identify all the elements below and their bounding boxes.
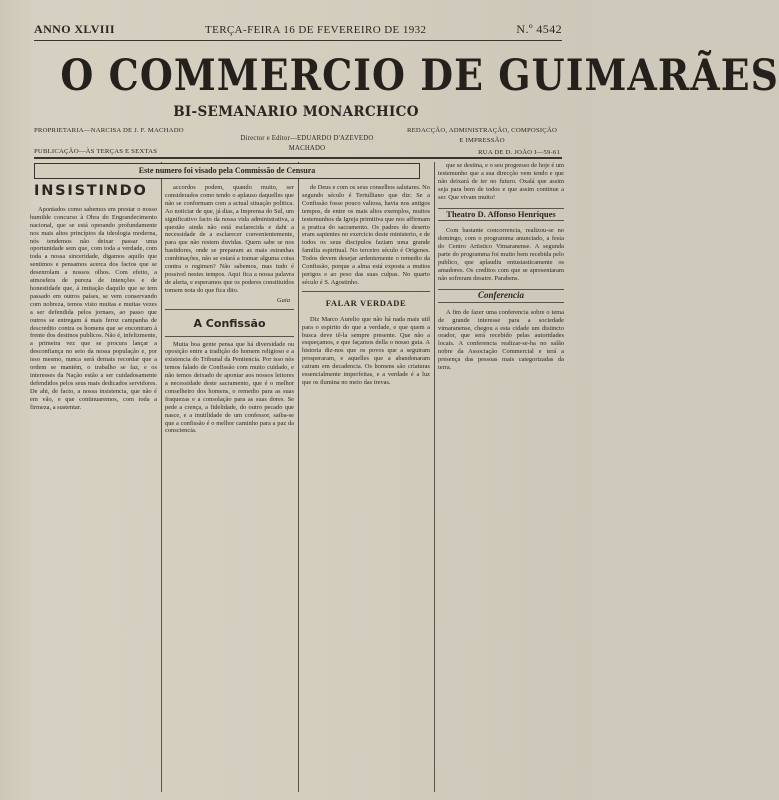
article-body-insistindo: Apontados como sabemos em prestar o nosso humilde concurso à Obra do Engrandecimento nacional, que se está operando profundamente nos mais altos princípios da ideologia moderna, nós tendemos não deixar passar uma oportunidade sem que, com toda a verdade, com toda a nossa sinceridade, digamos aquilo que sentimos e pensamos acerca dos factos que se desenrolam a nossos olhos. Com efeito, a atmosfera de pureza de intenções e de honestidade que, á imitação daquilo que se tem passado em outros países, se vem conservando com nobreza, temos visto muitas e muitas vezes a ser defendida pelos jornaes, ao passo que outros se entregam á mais feroz campanha de descredito contra os homens que se encontram á frente dos destinos publicos. Não é, infelizmente, a primeira vez que se procura lançar a desconfiança no seio da nossa população e, por isso mesmo, nunca será demais recordar que a ordem se mantém, o trabalho se faz, e os interesses da Nação estão a ser cuidadosamente defendidos pelos seus mais dedicados servidores. De ahi, de facto, a nossa insistencia, que não é em vão, e que continuaremos, com toda a firmeza, a sustentar. xyxy=(30,205,157,411)
director-line: Director e Editor—EDUARDO D'AZEVEDO MACHADO xyxy=(240,135,374,152)
issue-line xyxy=(34,22,562,38)
article-body-column4-top: que se destina, e o seu progresso de hoje é um testemunho que a sua direcção vem tendo e que não deixará de ter no futuro. Oxalá que assim seja para bem de todos e que assim continue a ser. Que vivam muito! xyxy=(438,162,564,201)
article-heading-conferencia: Conferencia xyxy=(438,289,564,303)
publicacao-line: PUBLICAÇÃO—ÀS TERÇAS E SEXTAS xyxy=(34,148,158,155)
article-body-confissao-continued: de Deus e com os seus conselhos salutares. No segundo século é Tertulliano que diz: Se a Confissão fosse pouco valiosa, havia nos antigos tempos, de entre os mais altos exemplos, muitos testemunhos da Igreja primitiva que nos affirmam a pratica do sacramento. Os padres do deserto eram sapientes no exercicio deste ministerio, e de todos os seus discipulos faziam uma grande familia espiritual. No terceiro século é Origenes. Todos devem desejar ardentemente o remedio da Confissão, porque a alma está exposta a muitos perigos e ao peso das suas culpas. No quarto século é S. Agostinho. xyxy=(302,184,430,286)
article-heading-insistindo: INSISTINDO xyxy=(34,183,148,199)
column-rule-2 xyxy=(298,162,299,792)
issue-date: TERÇA-FEIRA 16 DE FEVEREIRO DE 1932 xyxy=(204,24,427,36)
censorship-banner: Este numero foi visado pela Commissão de Censura xyxy=(34,163,420,179)
article-body-confissao: Muita boa gente pensa que há diversidade ou oposição entre a tradição do homem religioso e a existencia do Tribunal da Penitencia. Por isso nós temos falado de Confissão com muito cuidado, e não temos deixado de apontar aos nossos leitores a necessidade deste sacramento, que é o melhor conselheiro dos homens, o remedio para as suas fraquezas e a consolação para as suas dores. Se pede a crença, a fidelidade, do outro pecado que nasce, e a inutilidade de um confessor, saiba-se que a confissão é o melhor caminho para a paz da consciencia. xyxy=(165,340,294,435)
issue-number: N.º 4542 xyxy=(516,22,562,36)
column-2 xyxy=(165,162,294,792)
column-4 xyxy=(438,162,564,792)
article-heading-theatro: Theatro D. Affonso Henriques xyxy=(438,208,564,222)
top-rule xyxy=(34,40,562,41)
proprietaria-line: PROPRIETARIA—NARCISA DE J. F. MACHADO xyxy=(34,127,184,134)
article-body-falar-verdade: Diz Marco Aurelio que não há nada mais util para o espirito do que a verdade, e que quem a busca deve tê-la sempre presente. Que não a esqueçamos, e que façamos della o nosso guia. A historia diz-nos que os povos que a seguiram prosperaram, e aquelles que a abandonaram cairam em decadencia. Os homens são criaturas essencialmente imperfeitas, e a verdade é a luz que os ilumina no meio das trevas. xyxy=(302,315,430,386)
article-body-conferencia: A fim de fazer uma conferencia sobre o tema de grande interesse para a sociedade vimaranense, chegou a esta cidade um distincto orador, que será recebido pelas autoridades locais. A conferencia realizar-se-ha no salão nobre da Associação Commercial e terá a presença das pessoas mais categorizadas da terra. xyxy=(438,308,564,372)
address-line: RUA DE D. JOÃO I—59-61 xyxy=(478,149,560,156)
article-heading-confissao: A Confissão xyxy=(193,316,266,330)
article-body-continued: accordos podem, quando muito, ser considerados como tendo o aplauso daquelles que não se conformam com a actual situação politica. Ao noticiar de que, já dias, a Imprensa do Sul, um significativo facto da nossa vida administrativa, a questão ainda não está esclarecida e dahi a necessidade de a esclarecer convenientemente, para que não restem duvidas. Quem sabe se nos bastidores, onde se preparam as mais estranhas combinações, não se estará a tramar alguma coisa contra o regimen? Não sabemos, mas tudo é possivel nestes tempos. Aqui fica a nossa palavra de alerta, e esperamos que os poderes constituidos tomem nota do que fica dito. xyxy=(165,184,294,294)
article-separator xyxy=(165,336,294,337)
article-heading-falar-verdade: FALAR VERDADE xyxy=(325,297,407,308)
volume-number: ANNO XLVIII xyxy=(34,22,115,36)
redaccao-info xyxy=(404,126,560,158)
column-1 xyxy=(30,162,157,792)
redaccao-line: REDACÇÃO, ADMINISTRAÇÃO, COMPOSIÇÃO E IMPRESSÃO xyxy=(406,127,558,144)
masthead-title: O COMMERCIO DE GUIMARÃES xyxy=(60,51,779,101)
masthead-subtitle: BI-SEMANARIO MONARCHICO xyxy=(173,104,419,120)
column-rule-1 xyxy=(161,162,162,792)
header-rule xyxy=(34,157,562,159)
column-3 xyxy=(302,162,430,792)
article-body-theatro: Com bastante concorrencia, realizou-se no domingo, com o programma anunciado, a festa do Centro Artistico Vimaranense. A segunda parte do programma foi muito bem recebida pelo publico, que aplaudiu entusiasticamente os amadores. Os creditos com que se apresentaram não sofreram desaire. Parabens. xyxy=(438,227,564,282)
column-rule-3 xyxy=(434,162,435,792)
article-separator xyxy=(165,309,294,310)
publisher-info xyxy=(34,126,184,157)
article-separator xyxy=(302,291,430,292)
article-signature: Gaia xyxy=(276,296,290,304)
